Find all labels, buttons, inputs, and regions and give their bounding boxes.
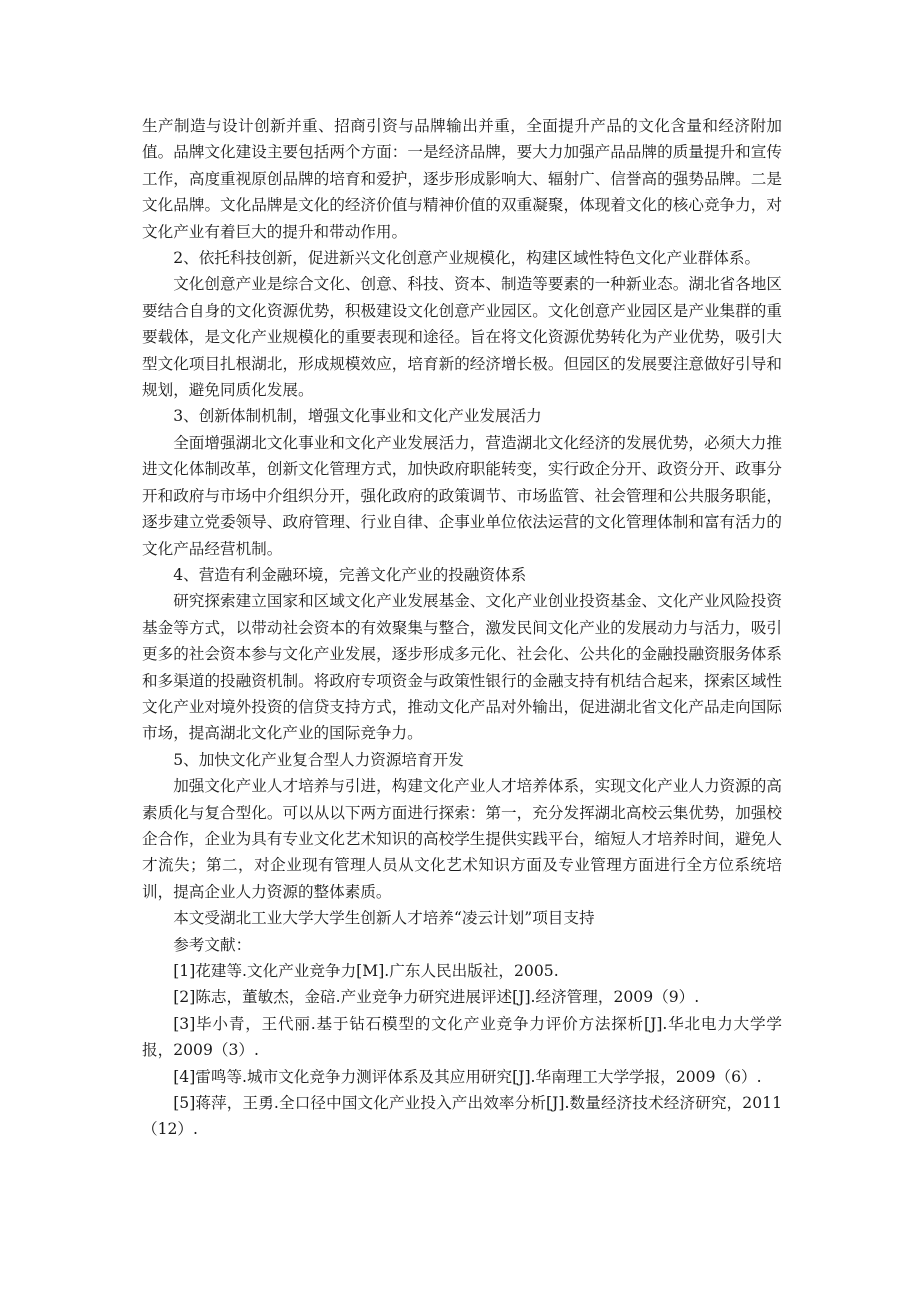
paragraph-brand-culture: 生产制造与设计创新并重、招商引资与品牌输出并重，全面提升产品的文化含量和经济附加值。品牌文化建设主要包括两个方面：一是经济品牌，要大力加强产品品牌的质量提升和宣传工作，高度重视原创品牌的培育和爱护，逐步形成影响大、辐射广、信誉高的强势品牌。二是文化品牌。文化品牌是文化的经济价值与精神价值的双重凝聚，体现着文化的核心竞争力，对文化产业有着巨大的提升和带动作用。 — [142, 117, 782, 241]
document-body — [142, 113, 782, 1143]
funding-note: 本文受湖北工业大学大学生创新人才培养“凌云计划”项目支持 — [173, 909, 595, 928]
heading-human-resources: 5、加快文化产业复合型人力资源培育开发 — [173, 750, 464, 769]
heading-system-innovation: 3、创新体制机制，增强文化事业和文化产业发展活力 — [173, 407, 542, 426]
references-heading: 参考文献： — [173, 935, 252, 954]
paragraph-investment-system: 研究探索建立国家和区域文化产业发展基金、文化产业创业投资基金、文化产业风险投资基金等方式，以带动社会资本的有效聚集与整合，激发民间文化产业的发展动力与活力，吸引更多的社会资本参与文化产业发展，逐步形成多元化、社会化、公共化的金融投融资服务体系和多渠道的投融资机制。将政府专项资金与政策性银行的金融支持有机结合起来，探索区域性文化产业对境外投资的信贷支持方式，推动文化产品对外输出，促进湖北省文化产品走向国际市场，提高湖北文化产业的国际竞争力。 — [142, 592, 782, 743]
reference-item-3: [3]毕小青，王代丽.基于钻石模型的文化产业竞争力评价方法探析[J].华北电力大学学报，2009（3）. — [142, 1014, 782, 1060]
reference-item-5: [5]蒋萍，王勇.全口径中国文化产业投入产出效率分析[J].数量经济技术经济研究，2011（12）. — [142, 1094, 782, 1139]
reference-item-1: [1]花建等.文化产业竞争力[M].广东人民出版社，2005. — [173, 962, 559, 980]
reference-item-2: [2]陈志，董敏杰，金碚.产业竞争力研究进展评述[J].经济管理，2009（9）. — [173, 988, 700, 1007]
reference-item-4: [4]雷鸣等.城市文化竞争力测评体系及其应用研究[J].华南理工大学学报，2009（6）. — [173, 1067, 762, 1086]
paragraph-talent-training: 加强文化产业人才培养与引进，构建文化产业人才培养体系，实现文化产业人力资源的高素质化与复合型化。可以从以下两方面进行探索：第一，充分发挥湖北高校云集优势，加强校企合作，企业为具有专业文化艺术知识的高校学生提供实践平台，缩短人才培养时间，避免人才流失；第二，对企业现有管理人员从文化艺术知识方面及专业管理方面进行全方位系统培训，提高企业人力资源的整体素质。 — [142, 777, 782, 901]
paragraph-creative-industry: 文化创意产业是综合文化、创意、科技、资本、制造等要素的一种新业态。湖北省各地区要结合自身的文化资源优势，积极建设文化创意产业园区。文化创意产业园区是产业集群的重要载体，是文化产业规模化的重要表现和途径。旨在将文化资源优势转化为产业优势，吸引大型文化项目扎根湖北，形成规模效应，培育新的经济增长极。但园区的发展要注意做好引导和规划，避免同质化发展。 — [142, 275, 782, 400]
heading-tech-innovation: 2、依托科技创新，促进新兴文化创意产业规模化，构建区域性特色文化产业群体系。 — [173, 249, 761, 268]
paragraph-system-reform: 全面增强湖北文化事业和文化产业发展活力，营造湖北文化经济的发展优势，必须大力推进文化体制改革，创新文化管理方式，加快政府职能转变，实行政企分开、政资分开、政事分开和政府与市场中介组织分开，强化政府的政策调节、市场监管、社会管理和公共服务职能，逐步建立党委领导、政府管理、行业自律、企事业单位依法运营的文化管理体制和富有活力的文化产品经营机制。 — [142, 433, 782, 558]
heading-financial-environment: 4、营造有利金融环境，完善文化产业的投融资体系 — [173, 565, 527, 584]
